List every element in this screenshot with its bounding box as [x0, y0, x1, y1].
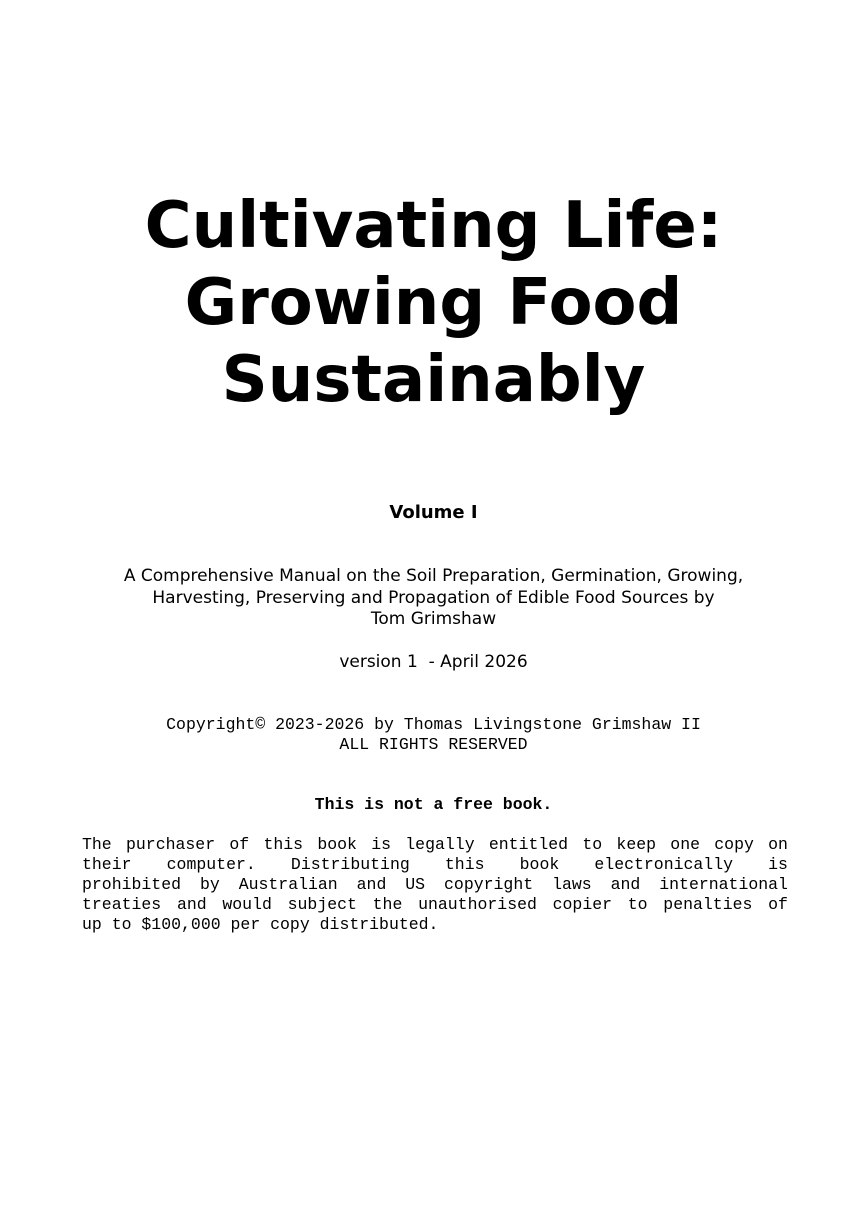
legal-line-2: [82, 855, 788, 875]
legal-word: of: [229, 835, 250, 854]
legal-line-1: [82, 835, 788, 855]
legal-word: legally: [405, 835, 475, 854]
legal-word: subject: [287, 895, 357, 914]
legal-word: copier: [552, 895, 613, 914]
legal-word: keep: [616, 835, 657, 854]
legal-word: copyright: [444, 875, 534, 894]
legal-word: international: [659, 875, 788, 894]
legal-word: is: [371, 835, 392, 854]
legal-word: to: [627, 895, 648, 914]
volume-label: Volume I: [389, 502, 478, 523]
legal-word: and: [176, 895, 207, 914]
legal-word: to: [582, 835, 603, 854]
copyright-notice: [0, 715, 867, 755]
legal-word: treaties: [82, 895, 162, 914]
legal-word: computer.: [166, 855, 256, 874]
legal-word: and: [356, 875, 387, 894]
legal-word: up to $100,000 per copy distributed.: [82, 915, 439, 934]
legal-word: would: [222, 895, 272, 914]
title-line-3: Sustainably: [221, 343, 646, 417]
legal-word: The: [82, 835, 112, 854]
legal-word: US: [405, 875, 426, 894]
subtitle-line-1: A Comprehensive Manual on the Soil Preparation, Germination, Growing,: [123, 566, 744, 586]
legal-word: electronically: [594, 855, 734, 874]
legal-word: prohibited: [82, 875, 182, 894]
legal-word: book: [317, 835, 357, 854]
copyright-line: Copyright© 2023-2026 by Thomas Livingstone Grimshaw II: [166, 715, 701, 734]
version-info: version 1 - April 2026: [339, 652, 528, 672]
legal-word: unauthorised: [418, 895, 537, 914]
legal-word: laws: [552, 875, 592, 894]
legal-word: and: [610, 875, 641, 894]
legal-word: book: [519, 855, 560, 874]
legal-word: Distributing: [290, 855, 410, 874]
legal-line-3: [82, 875, 788, 895]
book-title: [0, 188, 867, 419]
legal-word: this: [263, 835, 304, 854]
legal-notice: [82, 835, 788, 935]
legal-word: copy: [714, 835, 754, 854]
legal-word: this: [444, 855, 485, 874]
legal-line-4: [82, 895, 788, 915]
subtitle-line-3: Tom Grimshaw: [370, 609, 497, 629]
legal-word: entitled: [488, 835, 569, 854]
legal-word: of: [768, 895, 788, 914]
legal-line-5: [82, 915, 788, 935]
legal-word: one: [670, 835, 701, 854]
subtitle-line-2: Harvesting, Preserving and Propagation of Edible Food Sources by: [152, 587, 715, 608]
rights-reserved-line: ALL RIGHTS RESERVED: [339, 735, 528, 754]
book-subtitle: [90, 566, 777, 631]
legal-word: purchaser: [125, 835, 216, 854]
title-line-1: Cultivating Life:: [144, 189, 723, 263]
not-free-notice: This is not a free book.: [314, 795, 553, 814]
legal-word: the: [372, 895, 403, 914]
legal-word: is: [768, 855, 788, 874]
legal-word: penalties: [663, 895, 753, 914]
legal-word: by: [199, 875, 220, 894]
title-line-2: Growing Food: [184, 266, 683, 340]
legal-word: on: [768, 835, 788, 854]
legal-word: Australian: [238, 875, 338, 894]
legal-word: their: [82, 855, 132, 874]
